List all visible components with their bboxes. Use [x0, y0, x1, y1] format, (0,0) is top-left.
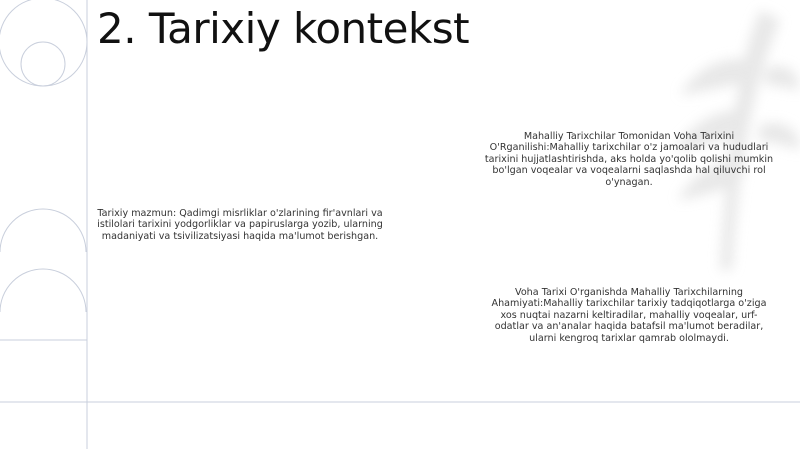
upper-arch — [0, 209, 86, 252]
slide-title: 2. Tarixiy kontekst — [97, 4, 470, 53]
right-bottom-text-block: Voha Tarixi O'rganishda Mahalliy Tarixchilarning Ahamiyati:Mahalliy tarixchilar tarixiy tadqiqotlarga o'ziga xos nuqtai nazarni keltiradilar, mahalliy voqealar, urf-odatlar va an'analar haqida batafsil ma'lumot beradilar, ularni kengroq tarixlar qamrab ololmaydi. — [491, 287, 767, 344]
right-top-text-block: Mahalliy Tarixchilar Tomonidan Voha Tarixini O'Rganilishi:Mahalliy tarixchilar o'z jamoalari va hududlari tarixini hujjatlashtirishda, aks holda yo'qolib qolishi mumkin bo'lgan voqealar va voqealarni saqlashda hal qiluvchi rol o'ynagan. — [484, 131, 774, 188]
lower-arch — [0, 269, 86, 312]
large-circle-outline — [0, 0, 87, 86]
small-circle-outline — [21, 42, 65, 86]
left-text-block: Tarixiy mazmun: Qadimgi misrliklar o'zlarining fir'avnlari va istilolari tarixini yodgorliklar va papiruslarga yozib, ularning madaniyati va tsivilizatsiyasi haqida ma'lumot berishgan. — [97, 208, 383, 242]
